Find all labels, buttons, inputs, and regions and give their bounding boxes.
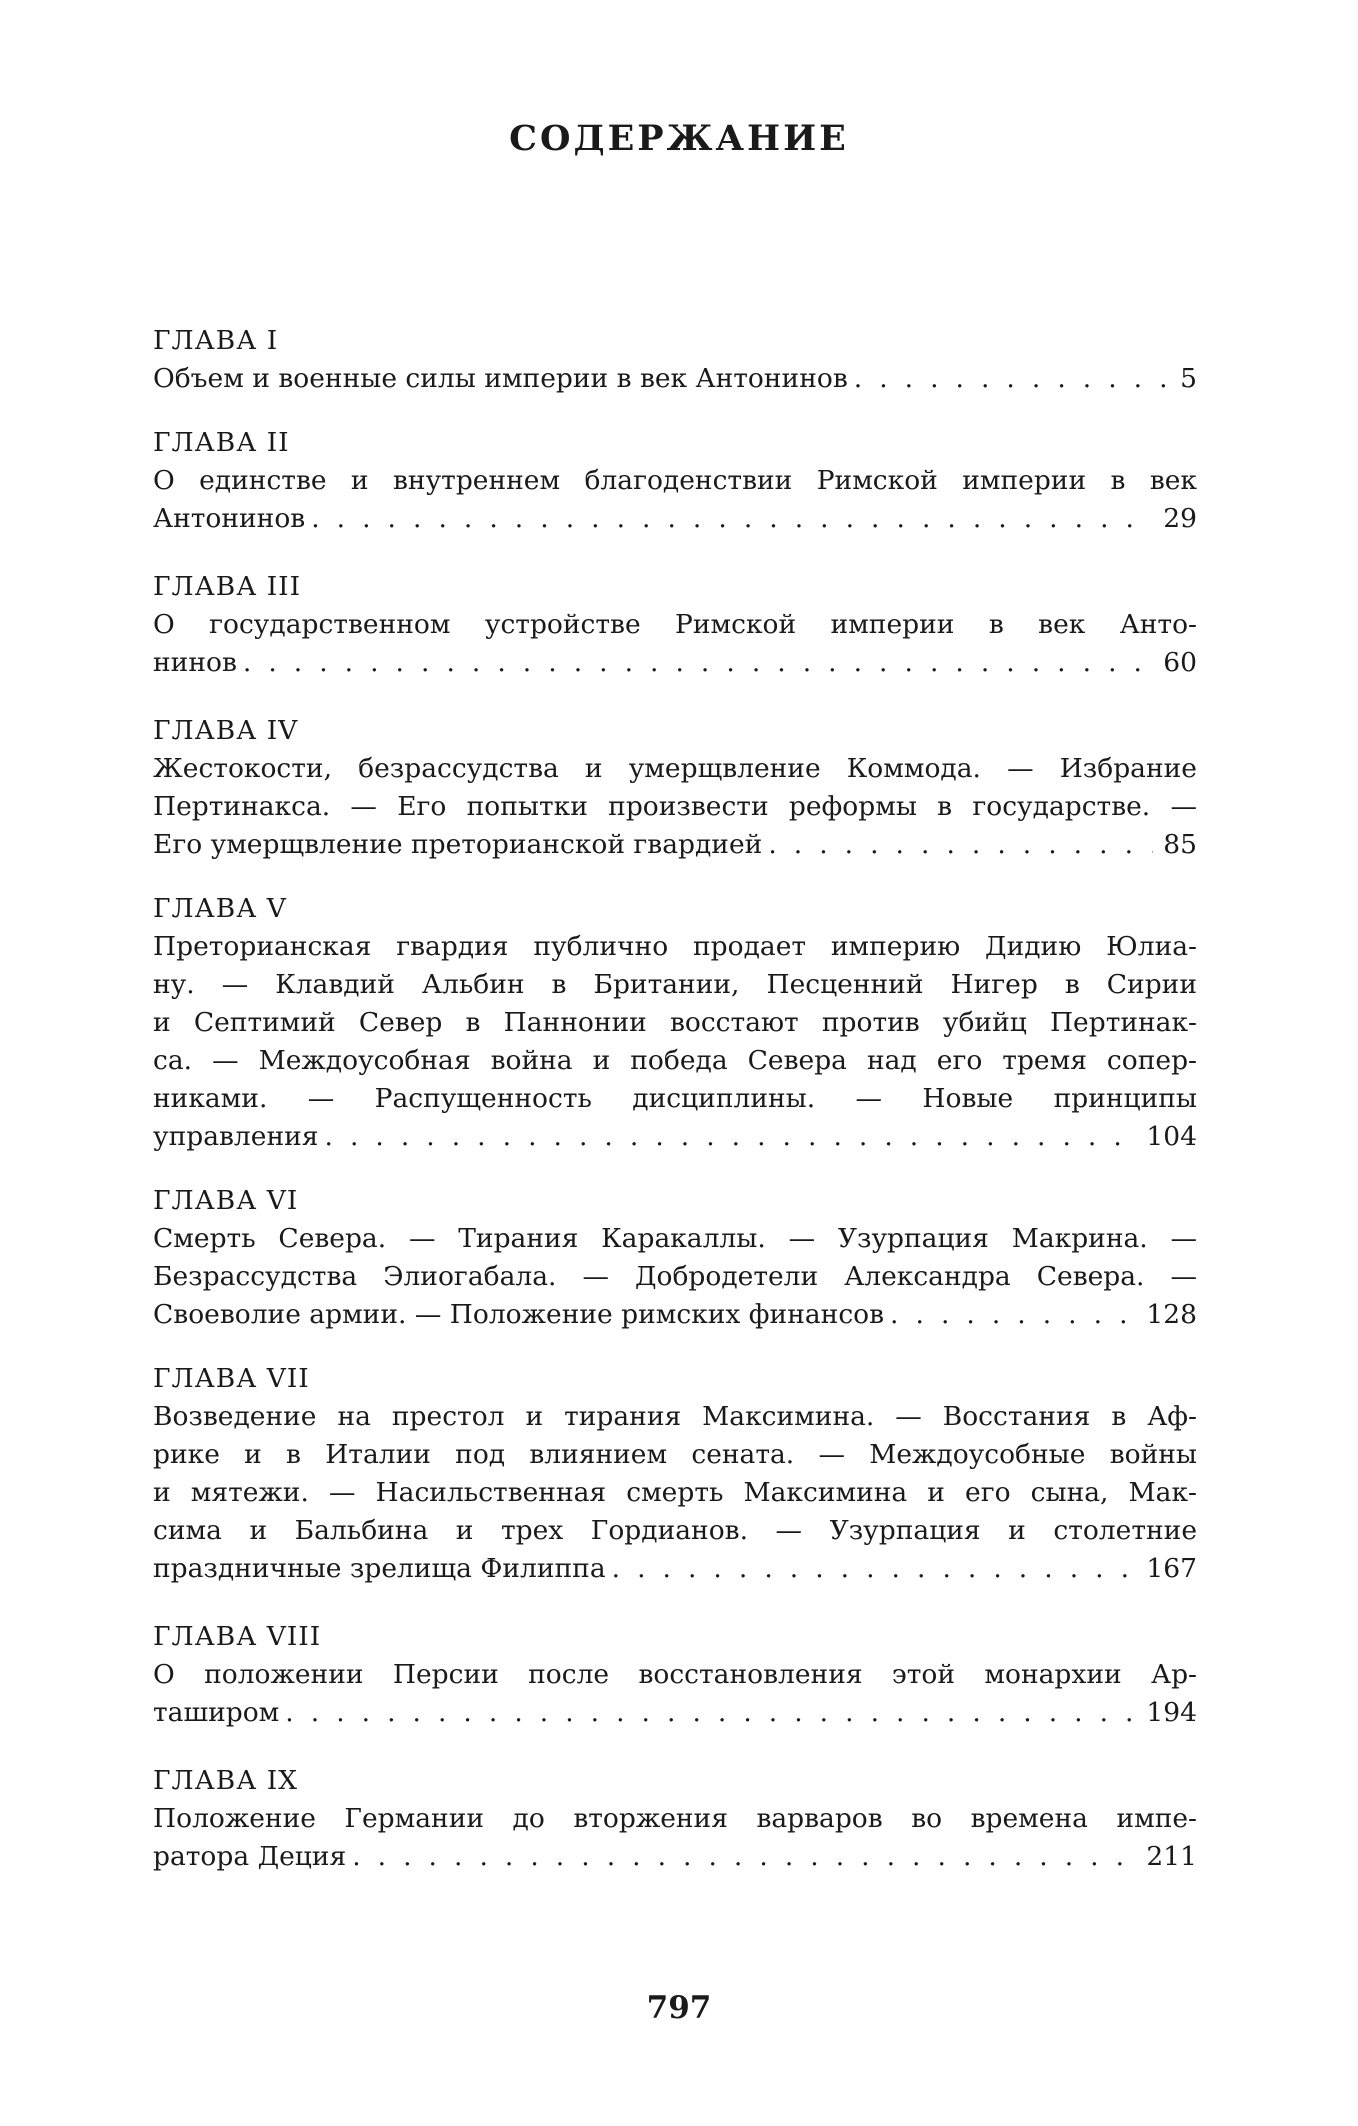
dot-leader bbox=[612, 1550, 1137, 1588]
page-number: 194 bbox=[1146, 1697, 1197, 1728]
chapter-title-text: ратора Деция bbox=[153, 1841, 347, 1872]
chapter-title-line: Положение Германии до вторжения варваров во времена импе- bbox=[153, 1803, 1197, 1834]
dot-leader bbox=[768, 826, 1153, 864]
chapter-last-line bbox=[153, 360, 1197, 398]
chapter-label: ГЛАВА III bbox=[153, 571, 302, 602]
chapter-title-text: управления bbox=[153, 1121, 319, 1152]
chapter-title-line: О положении Персии после восстановления этой монархии Ар- bbox=[153, 1659, 1197, 1690]
chapter-title-line: ну. — Клавдий Альбин в Британии, Песценний Нигер в Сирии bbox=[153, 969, 1197, 1000]
chapter-last-line bbox=[153, 826, 1197, 864]
page-number: 104 bbox=[1146, 1121, 1197, 1152]
dot-leader bbox=[285, 1694, 1136, 1732]
chapter-last-line bbox=[153, 1296, 1197, 1334]
chapter-last-line bbox=[153, 644, 1197, 682]
chapter-label: ГЛАВА V bbox=[153, 893, 287, 924]
page-number: 5 bbox=[1180, 363, 1197, 394]
dot-leader bbox=[890, 1296, 1136, 1334]
chapter-entry-5[interactable] bbox=[153, 890, 1197, 1156]
chapter-title-line: Возведение на престол и тирания Максимина. — Восстания в Аф- bbox=[153, 1401, 1197, 1432]
page-number: 167 bbox=[1146, 1553, 1197, 1584]
chapter-label: ГЛАВА IV bbox=[153, 715, 299, 746]
chapter-entry-7[interactable] bbox=[153, 1360, 1197, 1588]
chapter-entry-1[interactable] bbox=[153, 322, 1197, 398]
chapter-title-text: Своеволие армии. — Положение римских финансов bbox=[153, 1299, 885, 1330]
chapter-label: ГЛАВА VI bbox=[153, 1185, 299, 1216]
chapter-title-text: Его умерщвление преторианской гвардией bbox=[153, 829, 763, 860]
chapter-entry-9[interactable] bbox=[153, 1762, 1197, 1876]
page-number: 128 bbox=[1146, 1299, 1197, 1330]
page-title: СОДЕРЖАНИЕ bbox=[509, 118, 849, 159]
chapter-label: ГЛАВА II bbox=[153, 427, 290, 458]
table-of-contents bbox=[153, 322, 1197, 1876]
chapter-title-line: Пертинакса. — Его попытки произвести реформы в государстве. — bbox=[153, 791, 1197, 822]
chapter-title-text: праздничные зрелища Филиппа bbox=[153, 1553, 606, 1584]
chapter-last-line bbox=[153, 1118, 1197, 1156]
chapter-title-line: сима и Бальбина и трех Гордианов. — Узурпация и столетние bbox=[153, 1515, 1197, 1546]
dot-leader bbox=[325, 1118, 1137, 1156]
chapter-title-line: и мятежи. — Насильственная смерть Максимина и его сына, Мак- bbox=[153, 1477, 1197, 1508]
chapter-label: ГЛАВА IX bbox=[153, 1765, 299, 1796]
dot-leader bbox=[352, 1838, 1136, 1876]
page-number: 211 bbox=[1146, 1841, 1197, 1872]
chapter-title-line: О единстве и внутреннем благоденствии Римской империи в век bbox=[153, 465, 1197, 496]
chapter-title-line: Преторианская гвардия публично продает империю Дидию Юлиа- bbox=[153, 931, 1197, 962]
page-number: 85 bbox=[1163, 829, 1197, 860]
chapter-last-line bbox=[153, 500, 1197, 538]
chapter-entry-6[interactable] bbox=[153, 1182, 1197, 1334]
chapter-title-text: таширом bbox=[153, 1697, 280, 1728]
chapter-last-line bbox=[153, 1694, 1197, 1732]
chapter-entry-3[interactable] bbox=[153, 568, 1197, 682]
chapter-title-line: Безрассудства Элиогабала. — Добродетели Александра Севера. — bbox=[153, 1261, 1197, 1292]
page-folio-number: 797 bbox=[646, 1990, 712, 2026]
chapter-label: ГЛАВА I bbox=[153, 325, 279, 356]
chapter-entry-8[interactable] bbox=[153, 1618, 1197, 1732]
chapter-last-line bbox=[153, 1550, 1197, 1588]
chapter-entry-4[interactable] bbox=[153, 712, 1197, 864]
dot-leader bbox=[243, 644, 1153, 682]
chapter-title-line: и Септимий Север в Паннонии восстают против убийц Пертинак- bbox=[153, 1007, 1197, 1038]
page-number: 60 bbox=[1163, 647, 1197, 678]
chapter-title-line: рике и в Италии под влиянием сената. — Междоусобные войны bbox=[153, 1439, 1197, 1470]
chapter-last-line bbox=[153, 1838, 1197, 1876]
chapter-title-line: никами. — Распущенность дисциплины. — Новые принципы bbox=[153, 1083, 1197, 1114]
page-number: 29 bbox=[1163, 503, 1197, 534]
dot-leader bbox=[311, 500, 1153, 538]
chapter-entry-2[interactable] bbox=[153, 424, 1197, 538]
chapter-label: ГЛАВА VIII bbox=[153, 1621, 322, 1652]
chapter-title-text: Антонинов bbox=[153, 503, 306, 534]
chapter-title-line: Смерть Севера. — Тирания Каракаллы. — Узурпация Макрина. — bbox=[153, 1223, 1197, 1254]
chapter-title-text: нинов bbox=[153, 647, 237, 678]
chapter-title-line: О государственном устройстве Римской империи в век Анто- bbox=[153, 609, 1197, 640]
chapter-label: ГЛАВА VII bbox=[153, 1363, 310, 1394]
chapter-title-text: Объем и военные силы империи в век Антонинов bbox=[153, 363, 848, 394]
dot-leader bbox=[854, 360, 1170, 398]
chapter-title-line: Жестокости, безрассудства и умерщвление Коммода. — Избрание bbox=[153, 753, 1197, 784]
chapter-title-line: са. — Междоусобная война и победа Севера над его тремя сопер- bbox=[153, 1045, 1197, 1076]
